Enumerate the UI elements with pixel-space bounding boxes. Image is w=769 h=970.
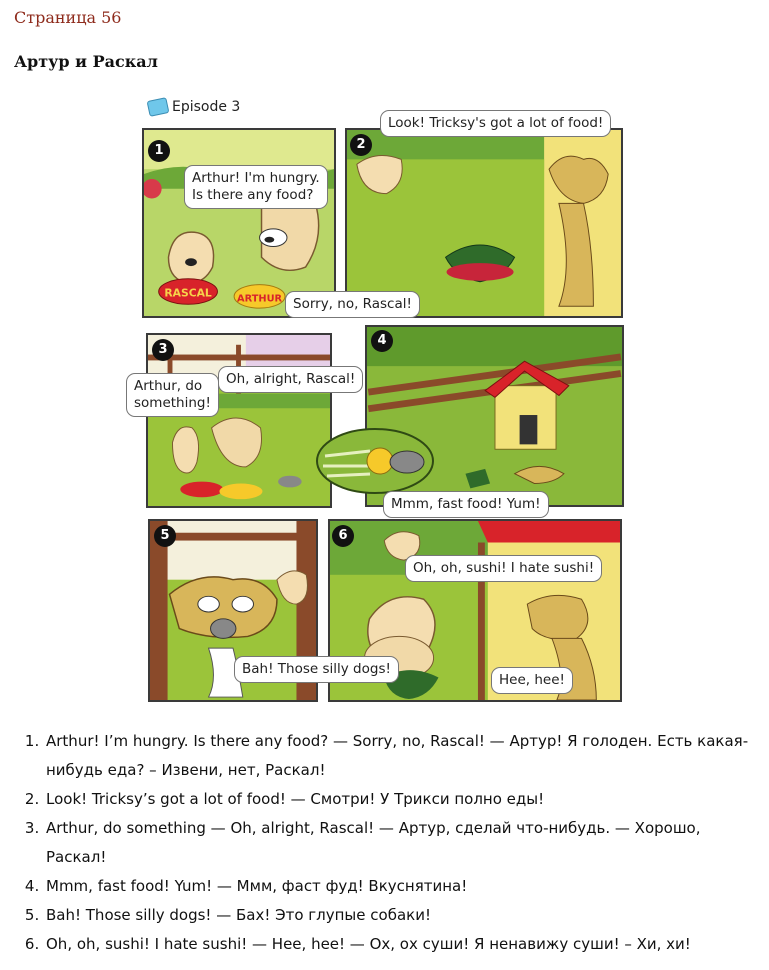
panel-number-5: 5 bbox=[154, 525, 176, 547]
episode-label-text: Episode 3 bbox=[172, 99, 241, 115]
comic-panel-3 bbox=[146, 333, 332, 508]
page-title: Артур и Раскал bbox=[14, 52, 158, 71]
panel-number-2: 2 bbox=[350, 134, 372, 156]
speech-bubble-1a: Arthur! I'm hungry. Is there any food? bbox=[184, 165, 328, 209]
comic-panel-1 bbox=[142, 128, 336, 318]
panel-3-art bbox=[148, 335, 330, 506]
panel-number-3: 3 bbox=[152, 339, 174, 361]
translation-list bbox=[14, 727, 754, 959]
bowl-label-arthur: ARTHUR bbox=[237, 293, 283, 305]
panel-number-6: 6 bbox=[332, 525, 354, 547]
page-number: Страница 56 bbox=[14, 8, 122, 27]
bowl-label-rascal: RASCAL bbox=[164, 286, 212, 300]
translation-item-1: 1. Arthur! I’m hungry. Is there any food? — Sorry, no, Rascal! — Артур! Я голоден. Есть какая-нибудь еда? – Извени, нет, Раскал! bbox=[44, 727, 754, 785]
panel-number-1: 1 bbox=[148, 140, 170, 162]
speech-bubble-2: Look! Tricksy's got a lot of food! bbox=[380, 110, 611, 137]
panel-2-art bbox=[347, 130, 621, 316]
speech-bubble-4: Mmm, fast food! Yum! bbox=[383, 491, 549, 518]
speech-bubble-3b: Oh, alright, Rascal! bbox=[218, 366, 363, 393]
panel-number-4: 4 bbox=[371, 330, 393, 352]
speech-bubble-5: Bah! Those silly dogs! bbox=[234, 656, 399, 683]
speech-bubble-1b: Sorry, no, Rascal! bbox=[285, 291, 420, 318]
speech-bubble-6b: Hee, hee! bbox=[491, 667, 573, 694]
episode-icon bbox=[147, 97, 170, 117]
speech-bubble-6a: Oh, oh, sushi! I hate sushi! bbox=[405, 555, 602, 582]
mouse-fastfood-bubble-art bbox=[315, 426, 435, 496]
comic-panel-2 bbox=[345, 128, 623, 318]
translation-item-6: 6. Oh, oh, sushi! I hate sushi! — Hee, hee! — Ох, ох суши! Я ненавижу суши! – Хи, хи! bbox=[44, 930, 754, 959]
translation-item-5: 5. Bah! Those silly dogs! — Бах! Это глупые собаки! bbox=[44, 901, 754, 930]
panel-1-art bbox=[144, 130, 334, 316]
translation-item-4: 4. Mmm, fast food! Yum! — Ммм, фаст фуд! Вкуснятина! bbox=[44, 872, 754, 901]
comic-strip bbox=[134, 95, 626, 707]
translation-item-2: 2. Look! Tricksy’s got a lot of food! — Смотри! У Трикси полно еды! bbox=[44, 785, 754, 814]
speech-bubble-3a: Arthur, do something! bbox=[126, 373, 219, 417]
episode-label bbox=[148, 99, 240, 115]
translation-item-3: 3. Arthur, do something — Oh, alright, Rascal! — Артур, сделай что-нибудь. — Хорошо, Раскал! bbox=[44, 814, 754, 872]
